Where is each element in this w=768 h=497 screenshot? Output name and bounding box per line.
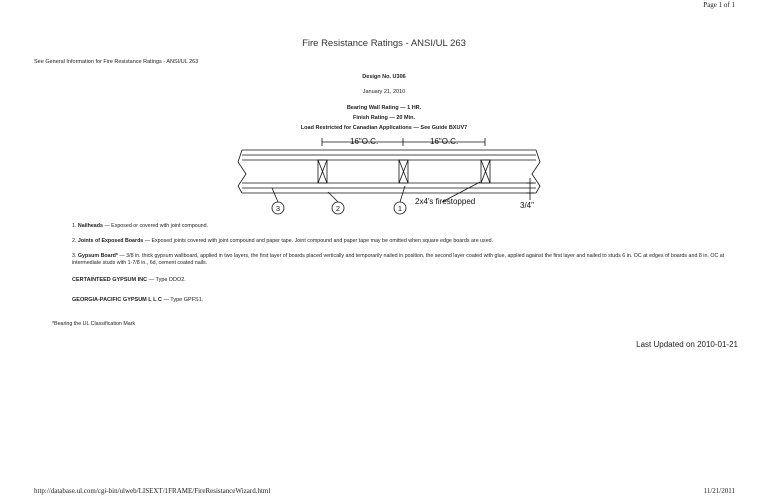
item-joints bbox=[72, 238, 732, 245]
manufacturer-georgia-pacific bbox=[72, 297, 203, 303]
callout-leader bbox=[328, 192, 338, 202]
wall-assembly-diagram bbox=[230, 130, 550, 220]
item-text: — Exposed or covered with joint compound. bbox=[102, 223, 209, 229]
callout-label: 3 bbox=[275, 204, 281, 213]
callout-label: 1 bbox=[397, 204, 403, 213]
thickness-label: 3/4" bbox=[520, 201, 534, 210]
item-text: — Exposed joints covered with joint compound and paper tape. Joint compound and paper tape may be omitted when square edge boards are used. bbox=[143, 238, 494, 244]
callout-leader bbox=[272, 188, 278, 202]
manufacturer-type: — Type GPFS1. bbox=[161, 297, 204, 303]
footer-date: 11/21/2011 bbox=[703, 487, 735, 495]
manufacturer-type: — Type DDO2. bbox=[147, 277, 186, 283]
item-number: 2. bbox=[72, 238, 77, 244]
item-text: — 3/8 in. thick gypsum wallboard, applied in two layers, the first layer of boards placed vertically and temporarily nailed in position, the second layer coated with glue, applied against the first layer and nailed to studs 6 in. OC at edges of boards and 8 in. OC at intermediate studs with 1-7/8 in., 6d, cement coated nails. bbox=[72, 253, 725, 266]
design-date: January 21, 2010 bbox=[362, 89, 406, 95]
classification-mark-note: *Bearing the UL Classification Mark bbox=[52, 321, 136, 327]
studs-label: 2x4's firestopped bbox=[415, 197, 476, 206]
callout-label: 2 bbox=[335, 204, 341, 213]
break-line-left bbox=[238, 150, 246, 193]
page-number: Page 1 of 1 bbox=[703, 1, 735, 9]
manufacturer-certainteed bbox=[72, 277, 186, 283]
spacing-label-left: 16"O.C. bbox=[350, 137, 379, 146]
spacing-label-right: 16"O.C. bbox=[430, 137, 459, 146]
item-number: 3. bbox=[72, 253, 77, 259]
general-info-link[interactable]: See General Information for Fire Resistance Ratings - ANSI/UL 263 bbox=[34, 59, 199, 65]
item-nailheads bbox=[72, 223, 732, 230]
break-line-right bbox=[532, 150, 540, 193]
design-number: Design No. U306 bbox=[362, 74, 406, 80]
item-name: Nailheads bbox=[77, 223, 103, 229]
load-restriction-note: Load Restricted for Canadian Applications — See Guide BXUV7 bbox=[300, 125, 468, 131]
item-number: 1. bbox=[72, 223, 77, 229]
item-name: Gypsum Board* bbox=[77, 253, 118, 259]
footer-url: http://database.ul.com/cgi-bin/ulweb/LISEXT/1FRAME/FireResistanceWizard.html bbox=[34, 487, 271, 495]
finish-rating: Finish Rating — 20 Min. bbox=[352, 115, 416, 121]
page-title: Fire Resistance Ratings - ANSI/UL 263 bbox=[302, 38, 466, 49]
manufacturer-name: GEORGIA-PACIFIC GYPSUM L L C bbox=[72, 297, 162, 303]
last-updated: Last Updated on 2010-01-21 bbox=[636, 340, 738, 349]
manufacturer-name: CERTAINTEED GYPSUM INC bbox=[72, 277, 148, 283]
bearing-wall-rating: Bearing Wall Rating — 1 HR. bbox=[346, 105, 422, 111]
item-name: Joints of Exposed Boards bbox=[77, 238, 144, 244]
item-gypsum-board bbox=[72, 253, 732, 267]
